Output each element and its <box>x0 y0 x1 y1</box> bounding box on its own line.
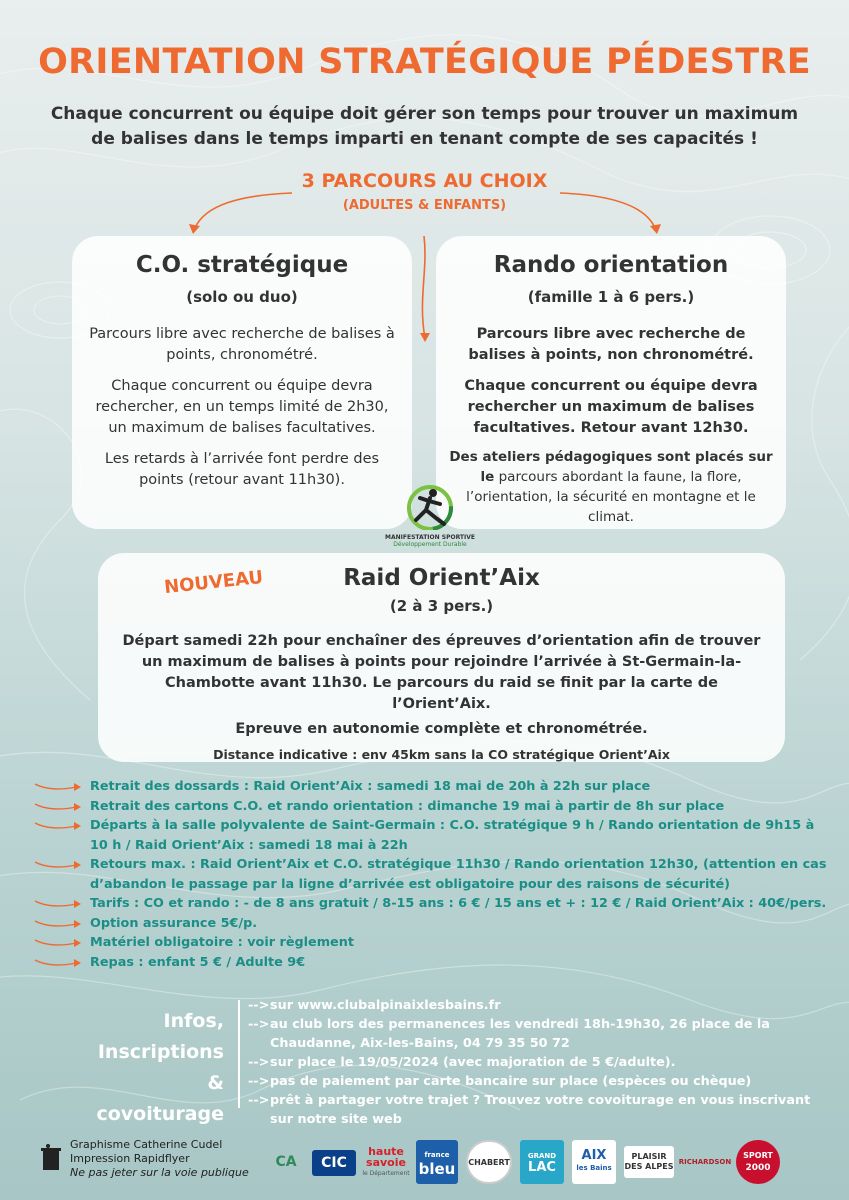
intro-text: Chaque concurrent ou équipe doit gérer son temps pour trouver un maximum de balises dans le temps imparti en tenant compte de ses capacités ! <box>50 104 799 149</box>
rando-paragraph-3a: Des ateliers pédagogiques sont placés sur le <box>449 449 773 485</box>
info-item: --> pas de paiement par carte bancaire sur place (espèces ou chèque) <box>248 1074 752 1089</box>
infos-heading-line-1: Infos, <box>163 1010 224 1032</box>
arrow-icon <box>34 820 82 832</box>
sponsor-logos <box>268 1140 788 1188</box>
divider <box>238 1000 240 1108</box>
detail-item: Repas : enfant 5 € / Adulte 9€ <box>34 953 834 973</box>
raid-subtitle: (2 à 3 pers.) <box>389 597 494 615</box>
infos-heading <box>88 1006 224 1130</box>
details-list <box>34 777 834 972</box>
logo-caption-2: Développement Durable <box>393 541 467 548</box>
arrow-icon <box>34 859 82 871</box>
infos-list <box>248 996 818 1129</box>
arrow-icon <box>34 898 82 910</box>
credit-print: Impression Rapidflyer <box>70 1152 190 1165</box>
credits <box>40 1138 270 1180</box>
rando-paragraph-3b: parcours abordant la faune, la flore, l’orientation, la sécurité en montagne et le climat. <box>466 469 756 525</box>
credit-agricole-logo: CA <box>275 1154 297 1170</box>
detail-item: Retours max. : Raid Orient’Aix et C.O. stratégique 11h30 / Rando orientation 12h30, (attention en cas d’abandon le passage par la ligne d’arrivée est obligatoire pour des raisons de sécurité) <box>34 855 834 894</box>
nouveau-badge: NOUVEAU <box>163 566 265 599</box>
arrow-icon: --> <box>248 1074 270 1089</box>
raid-paragraph-2: Epreuve en autonomie complète et chronométrée. <box>235 721 648 737</box>
arrow-icon <box>34 781 82 793</box>
co-paragraph-2: Chaque concurrent ou équipe devra rechercher, en un temps limité de 2h30, un maximum de balises facultatives. <box>95 378 389 436</box>
logo-caption-1: MANIFESTATION SPORTIVE <box>385 534 475 541</box>
raid-title: Raid Orient’Aix <box>343 565 540 591</box>
detail-item: Retrait des cartons C.O. et rando orientation : dimanche 19 mai à partir de 8h sur place <box>34 797 834 817</box>
info-item: --> sur place le 19/05/2024 (avec majoration de 5 €/adulte). <box>248 1055 676 1070</box>
co-paragraph-3: Les retards à l’arrivée font perdre des points (retour avant 11h30). <box>104 451 380 488</box>
haute-savoie-logo: haute savoie le Département <box>362 1144 410 1177</box>
rando-title: Rando orientation <box>493 252 729 278</box>
info-item: --> au club lors des permanences les vendredi 18h-19h30, 26 place de la Chaudanne, Aix-les-Bains, 04 79 35 50 72 <box>248 1017 770 1051</box>
arrow-icon <box>34 937 82 949</box>
detail-item: Tarifs : CO et rando : - de 8 ans gratuit / 8-15 ans : 6 € / 15 ans et + : 12 € / Raid Orient’Aix : 40€/pers. <box>34 894 834 914</box>
choice-subtitle: (ADULTES & ENFANTS) <box>342 198 507 213</box>
detail-item: Option assurance 5€/p. <box>34 914 834 934</box>
arrow-icon <box>34 918 82 930</box>
rando-paragraph-2: Chaque concurrent ou équipe devra rechercher un maximum de balises facultatives. Retour avant 12h30. <box>464 378 758 436</box>
choice-heading <box>0 170 849 213</box>
richardson-logo: RICHARDSON <box>678 1158 732 1166</box>
sport-durable-logo <box>380 484 480 554</box>
credit-notice: Ne pas jeter sur la voie publique <box>70 1166 249 1179</box>
arrow-icon: --> <box>248 1055 270 1070</box>
aix-les-bains-logo: AIX les Bains <box>572 1140 616 1184</box>
detail-item: Matériel obligatoire : voir règlement <box>34 933 834 953</box>
arrow-icon <box>34 957 82 969</box>
credit-design: Graphisme Catherine Cudel <box>70 1138 223 1151</box>
plaisir-des-alpes-logo: PLAISIR DES ALPES <box>624 1146 674 1178</box>
page-title: ORIENTATION STRATÉGIQUE PÉDESTRE <box>38 42 811 82</box>
arrow-icon: --> <box>248 998 270 1013</box>
sport-2000-logo: SPORT 2000 <box>736 1140 780 1184</box>
raid-paragraph-1: Départ samedi 22h pour enchaîner des épreuves d’orientation afin de trouver un maximum de balises à points pour rejoindre l’arrivée à St-Germain-la-Chambotte avant 11h30. Le parcours du raid se finit par la carte de l’Orient’Aix. <box>122 633 761 712</box>
co-strategique-card <box>72 236 412 529</box>
infos-heading-line-2: Inscriptions <box>97 1041 224 1063</box>
arrow-icon: --> <box>248 1093 270 1108</box>
arrow-icon <box>34 801 82 813</box>
detail-item: Retrait des dossards : Raid Orient’Aix : samedi 18 mai de 20h à 22h sur place <box>34 777 834 797</box>
info-item: --> prêt à partager votre trajet ? Trouvez votre covoiturage en vous inscrivant sur notre site web <box>248 1093 811 1127</box>
grand-lac-logo: GRAND LAC <box>520 1140 564 1184</box>
chabert-logo: CHABERT <box>466 1140 512 1184</box>
raid-distance: Distance indicative : env 45km sans la CO stratégique Orient’Aix <box>213 747 670 762</box>
co-title: C.O. stratégique <box>135 252 349 278</box>
choice-title: 3 PARCOURS AU CHOIX <box>301 170 548 192</box>
runner-icon <box>400 484 460 530</box>
co-paragraph-1: Parcours libre avec recherche de balises à points, chronométré. <box>89 326 395 363</box>
info-item: --> sur www.clubalpinaixlesbains.fr <box>248 998 501 1013</box>
infos-heading-line-3: & covoiturage <box>96 1072 224 1125</box>
rando-orientation-card <box>436 236 786 529</box>
rando-paragraph-1: Parcours libre avec recherche de balises à points, non chronométré. <box>468 326 754 363</box>
arrow-icon: --> <box>248 1017 270 1032</box>
co-subtitle: (solo ou duo) <box>186 288 298 306</box>
cic-logo: CIC <box>312 1150 356 1176</box>
trash-bin-icon <box>40 1144 62 1172</box>
detail-item: Départs à la salle polyvalente de Saint-Germain : C.O. stratégique 9 h / Rando orientation de 9h15 à 10 h / Raid Orient’Aix : samedi 18 mai à 22h <box>34 816 834 855</box>
rando-subtitle: (famille 1 à 6 pers.) <box>527 288 695 306</box>
france-bleu-logo: france bleu <box>416 1140 458 1184</box>
